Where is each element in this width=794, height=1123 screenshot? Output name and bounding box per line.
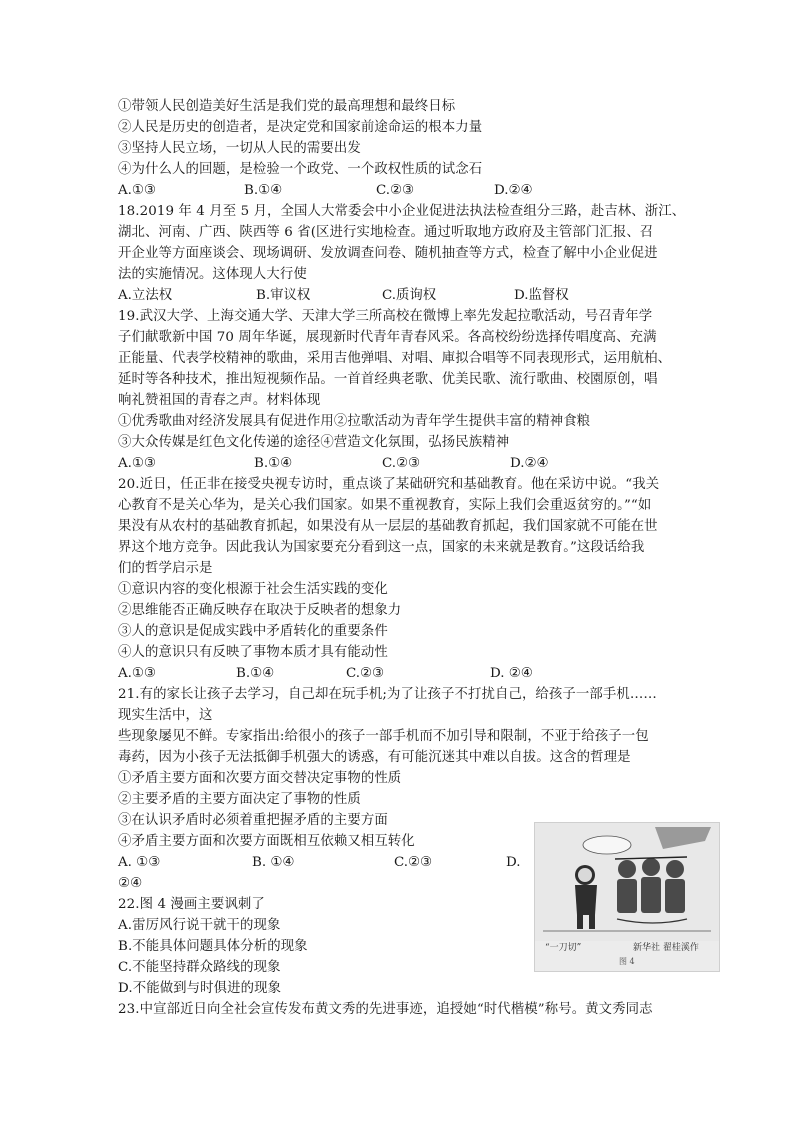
q19-stem-line-1: 19.武汉大学、上海交通大学、天津大学三所高校在微博上率先发起拉歌活动，号召青年学: [118, 309, 653, 324]
q21-stem-line-2: 现实生活中，这: [118, 708, 213, 723]
q21-option-2: ②主要矛盾的主要方面决定了事物的性质: [118, 792, 361, 807]
q18-stem-line-3: 开企业等方面座谈会、现场调研、发放调查问卷、随机抽查等方式，检查了解中小企业促进: [118, 246, 658, 261]
q20-choices: [118, 664, 678, 684]
figure-4-cartoon: [534, 822, 720, 972]
q21-choice-b: B. ①④: [252, 855, 295, 870]
q19-options-3-4: ③大众传媒是红色文化传递的途径④营造文化氛围，弘扬民族精神: [118, 435, 510, 450]
q20-stem-line-5: 们的哲学启示是: [118, 561, 213, 576]
q18-choice-c: C.质询权: [382, 288, 437, 303]
q21-choice-a: A. ①③: [118, 855, 161, 870]
q20-stem-line-2: 心教育不是关心华为，是关心我们国家。如果不重视教育，实际上我们会重返贫穷的。”“如: [118, 498, 652, 513]
q17-choice-a: A.①③: [118, 183, 156, 198]
q22-choice-b: B.不能具体问题具体分析的现象: [118, 939, 308, 954]
q21-choice-d: D.: [506, 855, 521, 870]
q20-stem-line-4: 界这个地方竞争。因此我认为国家要充分看到这一点，国家的未来就是教育。”这段话给我: [118, 540, 645, 555]
q19-choice-b: B.①④: [254, 456, 293, 471]
q20-option-3: ③人的意识是促成实践中矛盾转化的重要条件: [118, 624, 388, 639]
q21-option-3: ③在认识矛盾时必须着重把握矛盾的主要方面: [118, 813, 388, 828]
q19-stem-line-4: 延时等各种技术，推出短视频作品。一首首经典老歌、优美民歌、流行歌曲、校園原创，唱: [118, 372, 658, 387]
q18-choices: [118, 286, 678, 306]
q20-stem-line-3: 果没有从农村的基础教育抓起，如果没有从一层层的基础教育抓起，我们国家就不可能在世: [118, 519, 658, 534]
q17-choice-d: D.②④: [494, 183, 533, 198]
q17-option-2: ②人民是历史的创造者，是决定党和国家前途命运的根本力量: [118, 120, 483, 135]
q22-stem: 22.图 4 漫画主要讽刺了: [118, 897, 265, 912]
q22-choice-d: D.不能做到与时俱进的现象: [118, 981, 282, 996]
q21-stem-line-1: 21.有的家长让孩子去学习，自己却在玩手机;为了让孩子不打扰自己，给孩子一部手机……: [118, 687, 657, 702]
q18-choice-d: D.监督权: [514, 288, 569, 303]
q19-stem-line-5: 响礼赞祖国的青春之声。材料体现: [118, 393, 321, 408]
q20-choice-b: B.①④: [236, 666, 275, 681]
cartoon-caption-right: 新华社 翟桂溪作: [633, 943, 699, 953]
q20-option-2: ②思维能否正确反映存在取决于反映者的想象力: [118, 603, 402, 618]
q23-stem-line-1: 23.中宣部近日向全社会宣传发布黄文秀的先进事迹，追授她“时代楷模”称号。黄文秀同志: [118, 1002, 653, 1017]
q18-stem-line-4: 法的实施情况。这体现人大行使: [118, 267, 307, 282]
figure-label: 图 4: [619, 957, 635, 966]
q19-choice-c: C.②③: [382, 456, 421, 471]
q19-choice-d: D.②④: [510, 456, 549, 471]
q17-choices: [118, 181, 678, 201]
q17-choice-c: C.②③: [376, 183, 415, 198]
q18-choice-a: A.立法权: [118, 288, 173, 303]
q19-stem-line-2: 子们献歌新中国 70 周年华诞，展现新时代青年青春风采。各高校纷纷选择传唱度高、充满: [118, 330, 657, 345]
q21-option-4: ④矛盾主要方面和次要方面既相互依赖又相互转化: [118, 834, 415, 849]
q20-option-1: ①意识内容的变化根源于社会生活实践的变化: [118, 582, 388, 597]
q20-choice-a: A.①③: [118, 666, 156, 681]
q17-choice-b: B.①④: [244, 183, 283, 198]
q21-stem-line-3: 些现象屡见不鲜。专家指出:给很小的孩子一部手机而不加引导和限制，不亚于给孩子一包: [118, 729, 649, 744]
q18-choice-b: B.审议权: [256, 288, 311, 303]
q17-option-4: ④为什么人的回题，是检验一个政党、一个政权性质的试念石: [118, 162, 483, 177]
q20-option-4: ④人的意识只有反映了事物本质才具有能动性: [118, 645, 388, 660]
q21-stem-line-4: 毒药，因为小孩子无法抵御手机强大的诱惑，有可能沉迷其中难以自拔。这含的哲理是: [118, 750, 631, 765]
q18-stem-line-1: 18.2019 年 4 月至 5 月，全国人大常委会中小企业促进法执法检查组分三路，赴吉林、浙江、: [118, 204, 686, 219]
q22-choice-c: C.不能坚持群众路线的现象: [118, 960, 281, 975]
q20-stem-line-1: 20.近日，任正非在接受央视专访时，重点谈了某础研究和基础教育。他在采访中说。“我关: [118, 477, 660, 492]
q21-option-1: ①矛盾主要方面和次要方面交替决定事物的性质: [118, 771, 402, 786]
q19-options-1-2: ①优秀歌曲对经济发展具有促进作用②拉歌活动为青年学生提供丰富的精神食粮: [118, 414, 591, 429]
q20-choice-c: C.②③: [346, 666, 385, 681]
q19-choices: [118, 454, 678, 474]
q17-option-3: ③坚持人民立场，一切从人民的需要出发: [118, 141, 361, 156]
q18-stem-line-2: 湖北、河南、广西、陕西等 6 省(区进行实地检查。通过听取地方政府及主管部门汇报、召: [118, 225, 654, 240]
q21-choices: [118, 853, 528, 873]
cartoon-illustration: [535, 823, 719, 941]
q17-option-1: ①带领人民创造美好生活是我们党的最高理想和最终日标: [118, 99, 456, 114]
cartoon-caption-left: “一刀切”: [545, 943, 582, 953]
q20-choice-d: D. ②④: [490, 666, 533, 681]
q19-stem-line-3: 正能量、代表学校精神的歌曲，采用吉他弹唱、对唱、庫拟合唱等不同表现形式，运用航柏、: [118, 351, 672, 366]
q22-choice-a: A.雷厉风行说干就干的现象: [118, 918, 281, 933]
q21-choice-c: C.②③: [394, 855, 433, 870]
q19-choice-a: A.①③: [118, 456, 156, 471]
q21-choice-d-text: ②④: [118, 876, 143, 891]
